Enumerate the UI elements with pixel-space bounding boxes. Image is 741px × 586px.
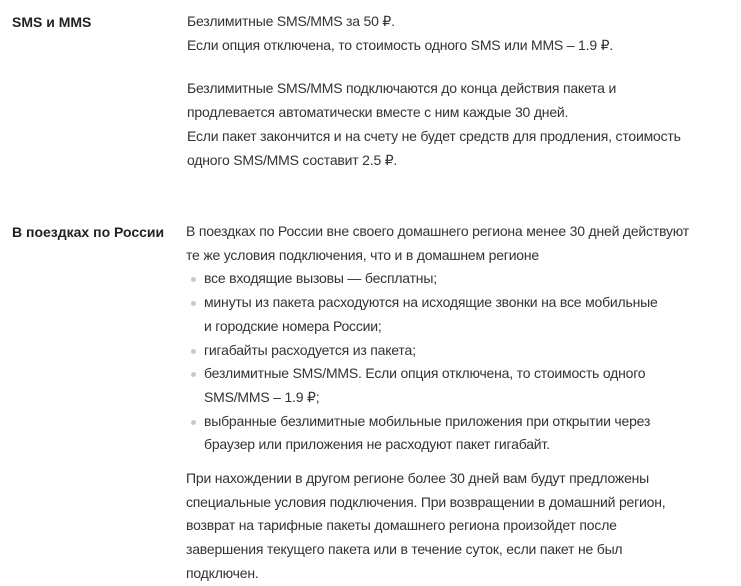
text-line: безлимитные SMS/MMS. Если опция отключена, то стоимость одного [204,365,646,382]
text-line: продлевается автоматически вместе с ним каждые 30 дней. [187,104,569,121]
text-line: специальные условия подключения. При возвращении в домашний регион, [186,493,666,510]
text-line: В поездках по России вне своего домашнего региона менее 30 дней действуют [186,223,689,239]
conditions-list [186,267,689,457]
intro-paragraph [186,220,689,267]
text-line: SMS/MMS – 1.9 ₽; [204,388,320,405]
text-line: гигабайты расходуется из пакета; [204,341,416,358]
text-line: завершения текущего пакета или в течение суток, если пакет не был [186,541,623,558]
text-line: Если пакет закончится и на счету не будет средств для продления, стоимость [187,127,681,144]
section-label: SMS и MMS [12,14,92,30]
text-line: Безлимитные SMS/MMS за 50 ₽. [187,13,395,29]
text-line: и городские номера России; [204,317,382,334]
section-content [186,220,689,586]
list-item [186,410,689,457]
text-line: подключен. [186,564,259,581]
text-line: минуты из пакета расходуются на исходящие звонки на все мобильные [204,294,658,311]
text-line: возврат на тарифные пакеты домашнего региона произойдет после [186,517,617,534]
text-line: Если опция отключена, то стоимость одного SMS или MMS – 1.9 ₽. [187,36,613,53]
outro-paragraph [186,467,689,586]
paragraph [187,10,681,57]
section-content [187,10,681,172]
section-label: В поездках по России [12,224,165,240]
text-line: выбранные безлимитные мобильные приложения при открытии через [204,412,651,429]
list-item [186,339,689,363]
list-item [186,267,689,291]
text-line: браузер или приложения не расходуют пакет гигабайт. [204,436,550,453]
paragraph [187,77,681,172]
text-line: Безлимитные SMS/MMS подключаются до конца действия пакета и [187,80,617,97]
text-line: все входящие вызовы — бесплатны; [204,270,437,287]
text-line: При нахождении в другом регионе более 30 дней вам будут предложены [186,470,650,487]
list-item [186,291,689,338]
list-item [186,362,689,409]
text-line: одного SMS/MMS составит 2.5 ₽. [187,151,398,168]
text-line: те же условия подключения, что и в домашнем регионе [186,246,540,263]
